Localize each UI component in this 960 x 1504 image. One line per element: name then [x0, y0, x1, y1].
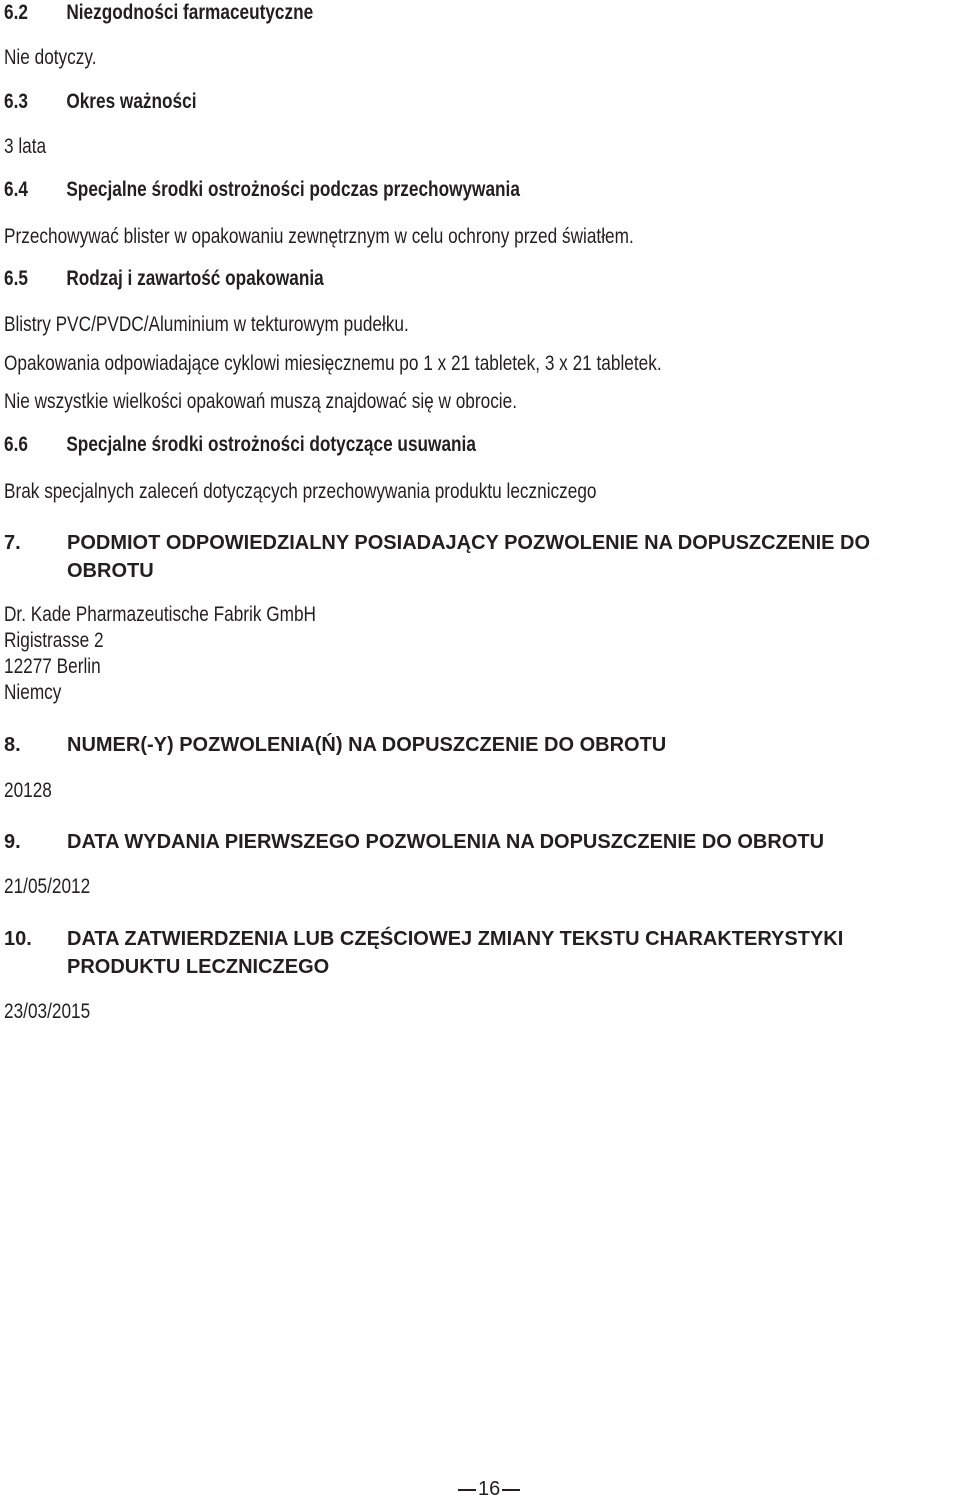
section-title-line: DATA ZATWIERDZENIA LUB CZĘŚCIOWEJ ZMIANY TEKSTU CHARAKTERYSTYKI: [67, 928, 844, 950]
section-title-line: NUMER(-Y) POZWOLENIA(Ń) NA DOPUSZCZENIE DO OBROTU: [67, 734, 667, 756]
address-line: Dr. Kade Pharmazeutische Fabrik GmbH: [4, 603, 316, 626]
section-number: 6.6: [4, 433, 28, 456]
section-title: [67, 828, 824, 856]
section-body-6-4: Przechowywać blister w opakowaniu zewnętrznym w celu ochrony przed światłem.: [4, 225, 634, 248]
first-authorization-date: 21/05/2012: [4, 875, 91, 898]
section-title-line: PODMIOT ODPOWIEDZIALNY POSIADAJĄCY POZWOLENIE NA DOPUSZCZENIE DO: [67, 532, 871, 554]
section-body-6-2: Nie dotyczy.: [4, 46, 97, 69]
section-title-line: PRODUKTU LECZNICZEGO: [67, 956, 330, 978]
footer-dash-left: [458, 1489, 476, 1491]
section-heading-6-6: [4, 432, 476, 458]
authorization-number: 20128: [4, 779, 52, 802]
address-line: 12277 Berlin: [4, 655, 101, 678]
section-title-line: OBROTU: [67, 560, 154, 582]
section-heading-6-5: [4, 266, 324, 292]
page-footer: [458, 1474, 520, 1504]
section-body-6-3: 3 lata: [4, 135, 47, 158]
footer-dash-right: [502, 1489, 520, 1491]
section-title: Okres ważności: [66, 90, 197, 113]
section-title: Rodzaj i zawartość opakowania: [66, 267, 324, 290]
section-title: [67, 731, 666, 759]
section-heading-6-3: [4, 89, 196, 115]
section-number: 6.3: [4, 90, 28, 113]
section-heading-6-2: [4, 0, 313, 26]
address-line: Rigistrasse 2: [4, 629, 104, 652]
section-title: Niezgodności farmaceutyczne: [66, 1, 314, 24]
section-title: Specjalne środki ostrożności dotyczące usuwania: [66, 433, 476, 456]
section-body-6-5-line: Opakowania odpowiadające cyklowi miesięcznemu po 1 x 21 tabletek, 3 x 21 tabletek.: [4, 352, 662, 375]
section-title: [67, 925, 843, 981]
section-number: 10.: [4, 928, 32, 950]
section-number: 6.4: [4, 178, 28, 201]
section-body-6-6: Brak specjalnych zaleceń dotyczących przechowywania produktu leczniczego: [4, 480, 597, 503]
section-number: 8.: [4, 734, 21, 756]
section-heading-6-4: [4, 177, 520, 203]
section-title-line: DATA WYDANIA PIERWSZEGO POZWOLENIA NA DOPUSZCZENIE DO OBROTU: [67, 831, 825, 853]
section-number: 7.: [4, 532, 21, 554]
section-number: 6.2: [4, 1, 28, 24]
section-number: 6.5: [4, 267, 28, 290]
section-number: 9.: [4, 831, 21, 853]
section-title: Specjalne środki ostrożności podczas przechowywania: [66, 178, 520, 201]
page-number: 16: [478, 1478, 501, 1500]
address-line: Niemcy: [4, 681, 62, 704]
revision-date: 23/03/2015: [4, 1000, 91, 1023]
section-body-6-5-line: Nie wszystkie wielkości opakowań muszą znajdować się w obrocie.: [4, 390, 517, 413]
section-title: [67, 529, 870, 585]
section-body-6-5-line: Blistry PVC/PVDC/Aluminium w tekturowym pudełku.: [4, 313, 409, 336]
